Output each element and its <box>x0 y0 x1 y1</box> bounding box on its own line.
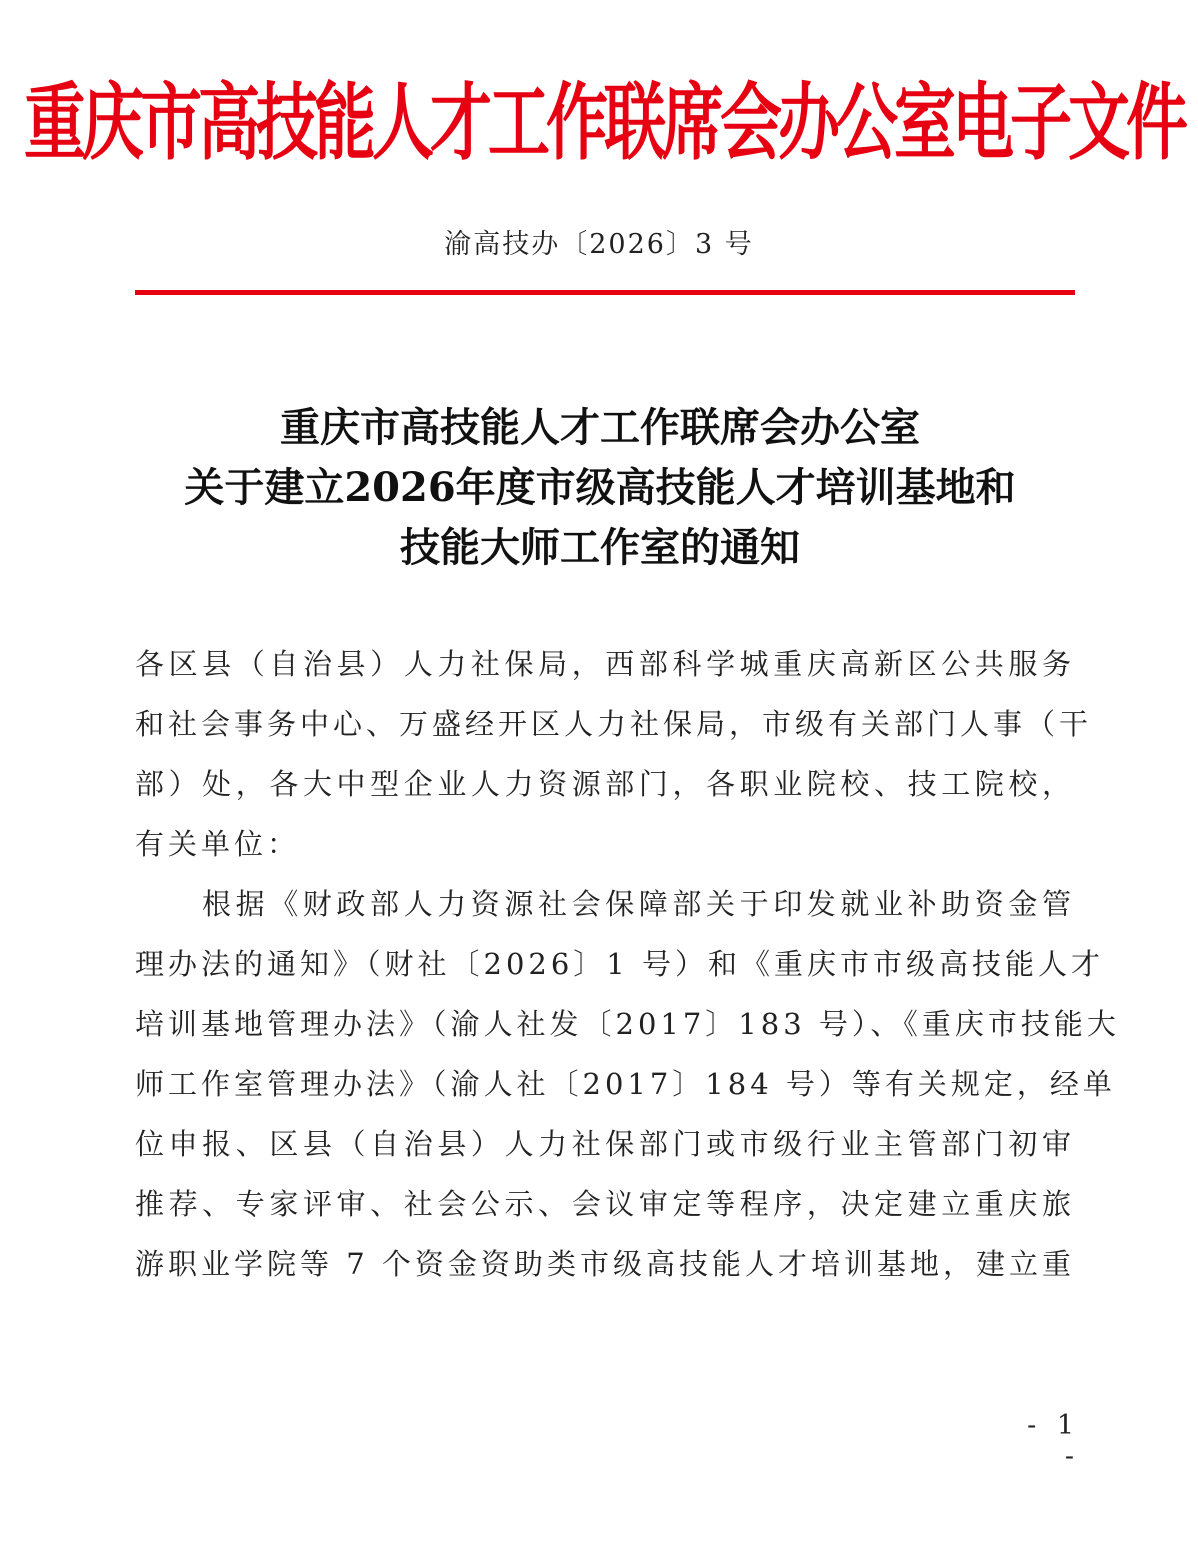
page-number: - 1 - <box>1027 1410 1080 1472</box>
main-title-line-2: 关于建立2026年度市级高技能人才培训基地和 <box>184 464 1016 511</box>
red-header-title: 重庆市高技能人才工作联席会办公室电子文件 <box>24 72 1185 172</box>
main-title-line-1: 重庆市高技能人才工作联席会办公室 <box>280 404 920 451</box>
paragraph-line: 根据《财政部人力资源社会保障部关于印发就业补助资金管 <box>202 887 1075 921</box>
red-separator-rule <box>135 290 1075 295</box>
paragraph-line: 理办法的通知》（财社〔2026〕1 号）和《重庆市市级高技能人才 <box>135 947 1104 981</box>
paragraph-line: 师工作室管理办法》（渝人社〔2017〕184 号）等有关规定，经单 <box>135 1067 1116 1101</box>
paragraph-line: 位申报、区县（自治县）人力社保部门或市级行业主管部门初审 <box>135 1127 1075 1161</box>
addressee-line: 部）处，各大中型企业人力资源部门，各职业院校、技工院校， <box>135 767 1075 801</box>
paragraph-line: 培训基地管理办法》（渝人社发〔2017〕183 号）、《重庆市技能大 <box>135 1007 1120 1041</box>
addressee-line: 有关单位： <box>135 827 301 861</box>
document-number: 渝高技办〔2026〕3 号 <box>444 229 754 260</box>
main-title-line-3: 技能大师工作室的通知 <box>400 524 800 571</box>
addressee-line: 和社会事务中心、万盛经开区人力社保局，市级有关部门人事（干 <box>135 707 1093 741</box>
paragraph-line: 游职业学院等 7 个资金资助类市级高技能人才培训基地，建立重 <box>135 1247 1075 1281</box>
addressee-line: 各区县（自治县）人力社保局，西部科学城重庆高新区公共服务 <box>135 647 1075 681</box>
paragraph-line: 推荐、专家评审、社会公示、会议审定等程序，决定建立重庆旅 <box>135 1187 1075 1221</box>
